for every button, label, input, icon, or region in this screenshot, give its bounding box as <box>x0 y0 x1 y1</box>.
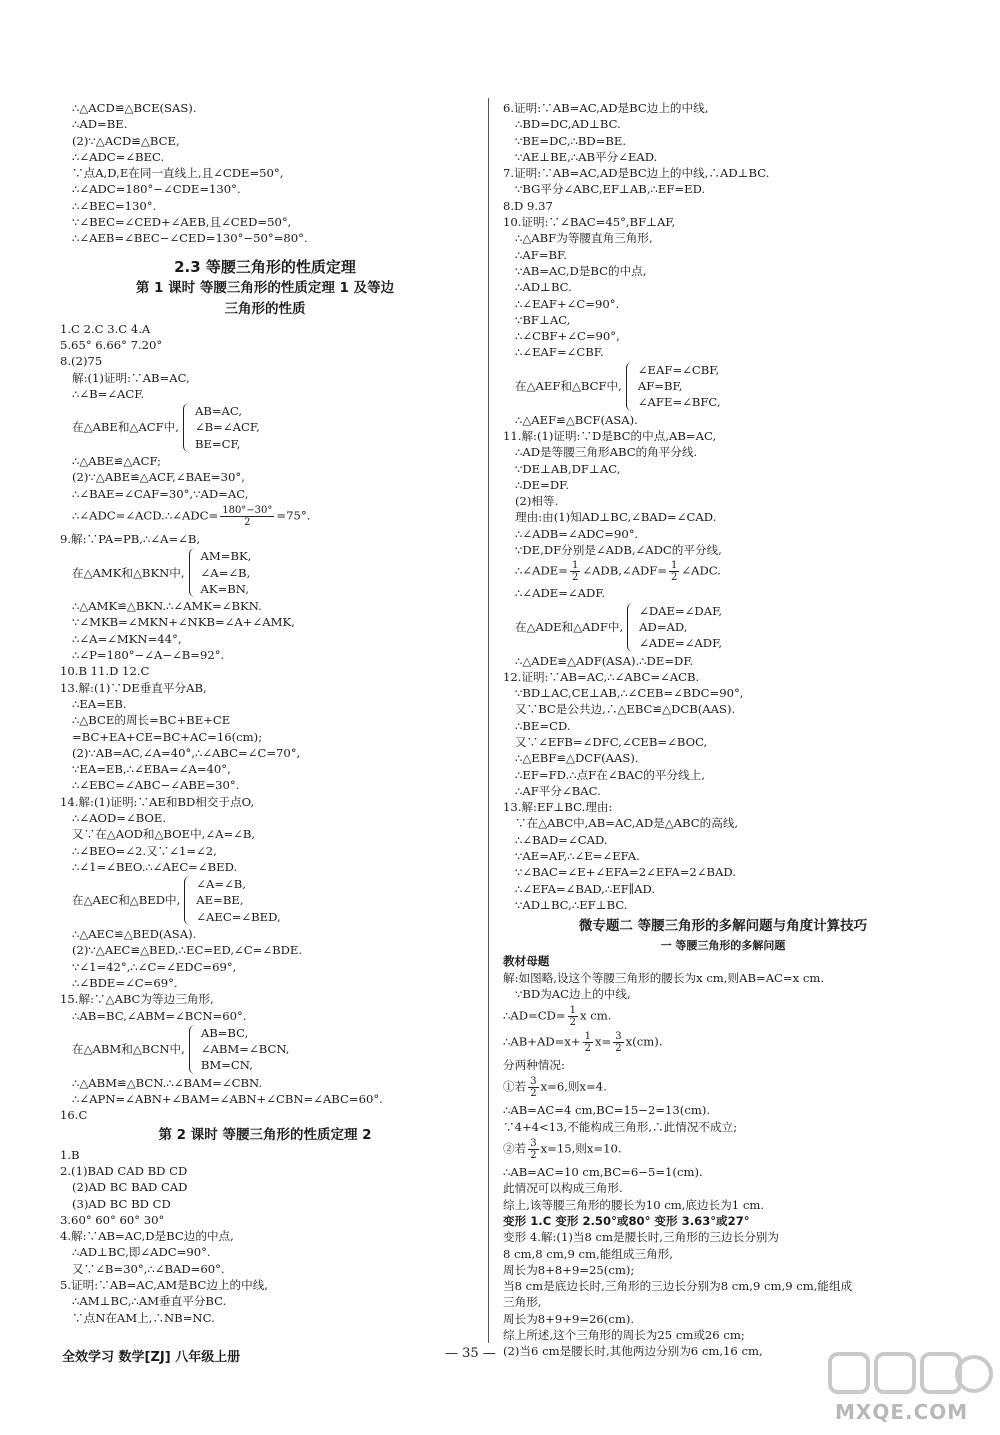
text-line: ∴△ACD≌△BCE(SAS). <box>72 101 197 115</box>
text-line: ∵∠1=42°,∴∠C=∠EDC=69°, <box>72 959 237 974</box>
text: ∴∠ADE= <box>515 563 568 578</box>
answer-line: 1.C 2.C 3.C 4.A <box>60 321 151 336</box>
brace-icon <box>626 362 635 411</box>
text-line: ∴AB=BC,∠ABM=∠BCN=60°. <box>72 1008 247 1023</box>
fraction <box>583 1031 593 1054</box>
equation-system <box>60 876 470 925</box>
text-line: ∴∠AOD=∠BOE. <box>72 810 167 825</box>
text: ∠ADB,∠ADF= <box>582 563 668 578</box>
text-line: ∵AB=AC,D是BC的中点, <box>515 263 647 278</box>
text-line: ∴∠A=∠MKN=44°, <box>72 631 182 646</box>
text-line: (2)∵△AEC≌△BED,∴EC=ED,∠C=∠BDE. <box>72 943 303 958</box>
text-line: ∴BE=CD. <box>515 718 571 733</box>
brace-icon <box>184 876 193 925</box>
system-label: 在△ABE和△ACF中, <box>72 420 179 435</box>
answer-line: 5.65° 6.66° 7.20° <box>60 337 163 352</box>
denominator: 2 <box>244 516 251 528</box>
text-line: ∵∠MKB=∠MKN+∠NKB=∠A+∠AMK, <box>72 615 295 630</box>
fraction-line <box>503 1005 943 1028</box>
text-line: ∴∠ADC=180°−∠CDE=130°. <box>72 182 241 197</box>
numerator: 3 <box>530 1138 537 1150</box>
brace-icon <box>183 403 192 452</box>
answer-line: 8.D 9.37 <box>503 198 553 213</box>
answer-line: 2.(1)BAD CAD BD CD <box>60 1163 188 1178</box>
variant-answers: 变形 1.C 变形 2.50°或80° 变形 3.63°或27° <box>503 1213 750 1228</box>
text-line: 又∵在△AOD和△BOE中,∠A=∠B, <box>72 827 256 842</box>
text-line: ∵BD为AC边上的中线, <box>515 986 631 1001</box>
text-line: 综上,该等腰三角形的腰长为10 cm,底边长为1 cm. <box>503 1197 765 1212</box>
text-line: ∴AF平分∠BAC. <box>515 783 601 798</box>
text-line: ∵∠BAC=∠E+∠EFA=2∠EFA=2∠BAD. <box>515 865 736 880</box>
text-line: 分两种情况: <box>503 1058 565 1073</box>
text-line: (2)相等. <box>515 494 559 509</box>
fraction-line <box>503 560 943 583</box>
text-line: ∴∠CBF+∠C=90°, <box>515 329 620 344</box>
text-line: ∴AM⊥BC,∴AM垂直平分BC. <box>72 1294 227 1309</box>
text: x(cm). <box>625 1034 663 1049</box>
text-line: ∴∠BEO=∠2.又∵∠1=∠2, <box>72 843 217 858</box>
text-line: ∵BD⊥AC,CE⊥AB,∴∠CEB=∠BDC=90°, <box>515 686 744 701</box>
text-line: ∴∠APN=∠ABN+∠BAM=∠ABN+∠CBN=∠ABC=60°. <box>72 1092 383 1107</box>
numerator: 1 <box>569 1005 577 1017</box>
text-line: 4.解:∵AB=AC,D是BC边的中点, <box>60 1229 234 1244</box>
special-topic-subtitle: 一 等腰三角形的多解问题 <box>660 939 786 953</box>
text: ∠ADC. <box>681 563 721 578</box>
text-line: ∴∠P=180°−∠A−∠B=92°. <box>72 648 225 663</box>
text-line: ∵DE⊥AB,DF⊥AC, <box>515 461 621 476</box>
text-line: ∴EA=EB. <box>72 696 127 711</box>
text-line: 又∵∠B=30°,∴∠BAD=60°. <box>72 1261 225 1276</box>
text-line: ∴∠ADB=∠ADC=90°. <box>515 526 639 541</box>
system-row: AF=BF, <box>637 379 683 394</box>
section-title: 2.3 等腰三角形的性质定理 <box>174 257 356 276</box>
text-line: ∴∠AEB=∠BEC−∠CED=130°−50°=80°. <box>72 231 308 246</box>
text-line: ∴AD⊥BC,即∠ADC=90°. <box>72 1245 211 1260</box>
system-row: AB=AC, <box>194 404 243 419</box>
text: ∴AD=CD= <box>503 1008 566 1023</box>
fraction <box>220 505 274 528</box>
text-line: 周长为8+8+9=25(cm); <box>503 1262 635 1277</box>
text-line: ∵BE=DC,∴BD=BE. <box>515 133 627 148</box>
denominator: 2 <box>584 1043 591 1055</box>
fraction-line <box>503 1031 943 1054</box>
text-line: ∴△ABM≌△BCN.∴∠BAM=∠CBN. <box>72 1075 263 1090</box>
equation-system <box>60 403 470 452</box>
answer-line: 3.60° 60° 60° 30° <box>60 1212 165 1227</box>
system-row: ∠ABM=∠BCN, <box>200 1042 290 1057</box>
text-line: ∵AE=AF,∴∠E=∠EFA. <box>515 849 640 864</box>
system-row: ∠DAE=∠DAF, <box>639 603 723 618</box>
left-pre <box>60 100 470 247</box>
text-line: =BC+EA+CE=BC+AC=16(cm); <box>72 729 263 744</box>
fraction <box>568 1005 578 1028</box>
lesson2-title: 第 2 课时 等腰三角形的性质定理 2 <box>158 1126 372 1143</box>
text: =75°. <box>276 508 311 523</box>
section-label: 教材母题 <box>503 954 550 969</box>
text-line: ∵在△ABC中,AB=AC,AD是△ABC的高线, <box>515 816 739 831</box>
answer-line: 10.B 11.D 12.C <box>60 664 150 679</box>
text-line: ∴△EBF≌△DCF(AAS). <box>515 751 639 766</box>
fraction <box>570 560 580 583</box>
fraction <box>528 1076 538 1099</box>
system-row: AD=AD, <box>639 619 688 634</box>
text-line: ∵AD⊥BC,∴EF⊥BC. <box>515 897 628 912</box>
text-line: ∴AD⊥BC. <box>515 280 572 295</box>
text-line: ∴∠1=∠BEO.∴∠AEC=∠BED. <box>72 859 238 874</box>
system-row: ∠A=∠B, <box>196 877 247 892</box>
text-line: ∴DE=DF. <box>515 477 570 492</box>
lesson1-title: 第 1 课时 等腰三角形的性质定理 1 及等边 <box>135 279 395 296</box>
equation-system <box>60 548 470 597</box>
text-line: 此情况可以构成三角形. <box>503 1181 623 1196</box>
text-line: ∴AD=BE. <box>72 117 128 132</box>
fraction <box>528 1138 538 1161</box>
system-label: 在△ABM和△BCN中, <box>72 1042 185 1057</box>
text: x cm. <box>580 1008 612 1023</box>
text-line: 又∵∠EFB=∠DFC,∠CEB=∠BOC, <box>515 734 708 749</box>
text-line: 8 cm,8 cm,9 cm,能组成三角形, <box>503 1246 673 1261</box>
text-line: ∴EF=FD.∴点F在∠BAC的平分线上, <box>515 767 705 782</box>
brace-icon <box>189 1025 198 1074</box>
text-line: 15.解:∵△ABC为等边三角形, <box>60 992 214 1007</box>
numerator: 3 <box>615 1031 622 1043</box>
text-line: 12.证明:∵AB=AC,∴∠ABC=∠ACB. <box>503 669 700 684</box>
text-line: ∵AE⊥BE,∴AB平分∠EAD. <box>515 149 658 164</box>
answer-line: 8.(2)75 <box>60 354 103 369</box>
answer-line: (3)AD BC BD CD <box>72 1196 171 1211</box>
text-line: 7.证明:∵AB=AC,AD是BC边上的中线,∴AD⊥BC. <box>503 166 770 181</box>
answer-line: 16.C <box>60 1108 88 1123</box>
text: ∴AB+AD=x+ <box>503 1034 581 1049</box>
text-line: 解:(1)证明:∵AB=AC, <box>72 370 190 385</box>
text-line: (2)∵△ABE≌△ACF,∠BAE=30°, <box>72 470 245 485</box>
text-line: ∴∠EBC=∠ABC−∠ABE=30°. <box>72 778 240 793</box>
text: ②若 <box>503 1141 527 1156</box>
system-row: ∠A=∠B, <box>200 565 251 580</box>
text-line: ∴∠BAE=∠CAF=30°,∵AD=AC, <box>72 486 249 501</box>
text: x= <box>595 1034 612 1049</box>
text-line: ∴△AEF≌△BCF(ASA). <box>515 412 638 427</box>
system-row: BM=CN, <box>200 1058 253 1073</box>
equation-system <box>503 362 943 411</box>
text-line: ∴∠ADC=∠BEC. <box>72 149 165 164</box>
text-line: ∵∠BEC=∠CED+∠AEB,且∠CED=50°, <box>72 215 292 230</box>
system-label: 在△AEF和△BCF中, <box>515 379 622 394</box>
text-line: 综上所述,这个三角形的周长为25 cm或26 cm; <box>503 1328 745 1342</box>
text: x=6,则x=4. <box>540 1079 607 1094</box>
text-line: 10.证明:∵∠BAC=45°,BF⊥AF, <box>503 215 676 230</box>
system-row: ∠B=∠ACF, <box>194 420 260 435</box>
system-row: ∠AFE=∠BFC, <box>637 395 721 410</box>
text-line: ∴∠BEC=130°. <box>72 198 157 213</box>
text-line: 5.证明:∵AB=AC,AM是BC边上的中线, <box>60 1278 268 1292</box>
text-line: ∵点A,D,E在同一直线上,且∠CDE=50°, <box>72 166 284 181</box>
text-line: ∴∠ADE=∠ADF. <box>515 586 606 601</box>
text-line: ∴AD是等腰三角形ABC的角平分线. <box>515 445 698 460</box>
system-row: ∠AEC=∠BED, <box>196 909 281 924</box>
book-footer: 全效学习 数学[ZJ] 八年级上册 <box>62 1350 241 1365</box>
watermark-text: MXQE.COM <box>835 1400 969 1424</box>
fraction-line <box>503 1138 943 1161</box>
special-topic-title: 微专题二 等腰三角形的多解问题与角度计算技巧 <box>578 918 868 935</box>
text-line: ∴△BCE的周长=BC+BE+CE <box>72 713 231 728</box>
text-line: ∴△ADE≌△ADF(ASA).∴DE=DF. <box>515 653 694 668</box>
text: ①若 <box>503 1079 527 1094</box>
text-line: 解:如图略,设这个等腰三角形的腰长为x cm,则AB=AC=x cm. <box>503 970 825 985</box>
numerator: 180°−30° <box>222 504 273 516</box>
denominator: 2 <box>530 1088 537 1100</box>
answer-line: 1.B <box>60 1147 80 1162</box>
text-line: (2)当6 cm是腰长时,其他两边分别为6 cm,16 cm, <box>503 1344 763 1359</box>
system-label: 在△ADE和△ADF中, <box>515 619 624 634</box>
left-column <box>60 100 470 1326</box>
text-line: ∵EA=EB,∴∠EBA=∠A=40°, <box>72 762 231 777</box>
text-line: ∴BD=DC,AD⊥BC. <box>515 117 621 132</box>
system-row: AE=BE, <box>196 893 244 908</box>
text: ∴∠ADC=∠ACD.∴∠ADC= <box>72 508 219 523</box>
text-line: 又∵BC是公共边,∴△EBC≌△DCB(AAS). <box>515 702 736 717</box>
text-line: ∴∠B=∠ACF. <box>72 386 145 401</box>
text-line: 9.解:∵PA=PB,∴∠A=∠B, <box>60 531 201 546</box>
text-line: 变形 4.解:(1)当8 cm是腰长时,三角形的三边长分别为 <box>503 1230 779 1245</box>
text-line: 13.解:(1)∵DE垂直平分AB, <box>60 680 207 695</box>
fraction <box>669 560 679 583</box>
answer-line: (2)AD BC BAD CAD <box>72 1180 188 1195</box>
brace-icon <box>189 548 198 597</box>
system-row: ∠EAF=∠CBF, <box>637 362 720 377</box>
column-divider <box>488 98 489 1343</box>
equation-system <box>503 603 943 652</box>
text-line: 14.解:(1)证明:∵AE和BD相交于点O, <box>60 794 255 809</box>
text-line: ∴∠EFA=∠BAD,∴EF∥AD. <box>515 881 656 896</box>
system-row: AK=BN, <box>200 581 249 596</box>
text-line: ∴△AMK≌△BKN.∴∠AMK=∠BKN. <box>72 599 262 614</box>
text-line: (2)∵△ACD≌△BCE, <box>72 133 180 148</box>
text-line: 三角形, <box>503 1295 542 1310</box>
denominator: 2 <box>569 1017 577 1029</box>
text-line: 11.解:(1)证明:∵D是BC的中点,AB=AC, <box>503 428 717 443</box>
system-row: AB=BC, <box>200 1025 249 1040</box>
text-line: ∴∠BAD=∠CAD. <box>515 832 608 847</box>
text-line: ∵DE,DF分别是∠ADB,∠ADC的平分线, <box>515 543 722 558</box>
text-line: (2)∵AB=AC,∠A=40°,∴∠ABC=∠C=70°, <box>72 745 301 760</box>
text-line: ∴AF=BF. <box>515 247 567 262</box>
text-line: ∵点N在AM上,∴NB=NC. <box>72 1310 215 1325</box>
denominator: 2 <box>530 1150 537 1162</box>
fraction-line <box>60 505 470 528</box>
text-line: 13.解:EF⊥BC.理由: <box>503 800 613 815</box>
system-row: BE=CF, <box>194 436 241 451</box>
equation-system <box>60 1025 470 1074</box>
fraction <box>613 1031 623 1054</box>
denominator: 2 <box>571 572 579 584</box>
text-line: 周长为8+9+9=26(cm). <box>503 1311 635 1326</box>
text-line: ∴AB=AC=10 cm,BC=6−5=1(cm). <box>503 1165 703 1180</box>
text-line: ∵BG平分∠ABC,EF⊥AB,∴EF=ED. <box>515 182 706 197</box>
denominator: 2 <box>615 1043 622 1055</box>
text-line: 当8 cm是底边长时,三角形的三边长分别为8 cm,9 cm,9 cm,能组成 <box>503 1279 853 1294</box>
fraction-line <box>503 1076 943 1099</box>
text: x=15,则x=10. <box>540 1141 622 1156</box>
numerator: 1 <box>571 560 579 572</box>
text-line: ∴∠EAF=∠CBF. <box>515 345 604 360</box>
text-line: ∴△ABF为等腰直角三角形, <box>515 231 653 246</box>
text-line: ∵4+4<13,不能构成三角形,∴此情况不成立; <box>503 1119 738 1134</box>
brace-icon <box>627 603 636 652</box>
denominator: 2 <box>671 572 678 584</box>
text-line: ∴AB=AC=4 cm,BC=15−2=13(cm). <box>503 1103 711 1118</box>
system-row: ∠ADE=∠ADF, <box>639 636 723 651</box>
text-line: 6.证明:∵AB=AC,AD是BC边上的中线, <box>503 101 709 115</box>
text-line: ∴△AEC≌△BED(ASA). <box>72 927 197 942</box>
system-label: 在△AMK和△BKN中, <box>72 565 185 580</box>
right-column <box>503 100 943 1360</box>
system-row: AM=BK, <box>200 549 252 564</box>
text-line: ∴△ABE≌△ACF; <box>72 454 162 469</box>
text-line: ∴∠EAF+∠C=90°. <box>515 296 620 311</box>
text-line: ∴∠BDE=∠C=69°. <box>72 975 178 990</box>
numerator: 1 <box>671 560 678 572</box>
text-line: 理由:由(1)知AD⊥BC,∠BAD=∠CAD. <box>515 510 717 525</box>
system-label: 在△AEC和△BED中, <box>72 893 181 908</box>
numerator: 1 <box>584 1031 591 1043</box>
numerator: 3 <box>530 1076 537 1088</box>
page-number: — 35 — <box>445 1346 496 1361</box>
lesson1-title-cont: 三角形的性质 <box>224 300 306 317</box>
text-line: ∵BF⊥AC, <box>515 312 571 327</box>
